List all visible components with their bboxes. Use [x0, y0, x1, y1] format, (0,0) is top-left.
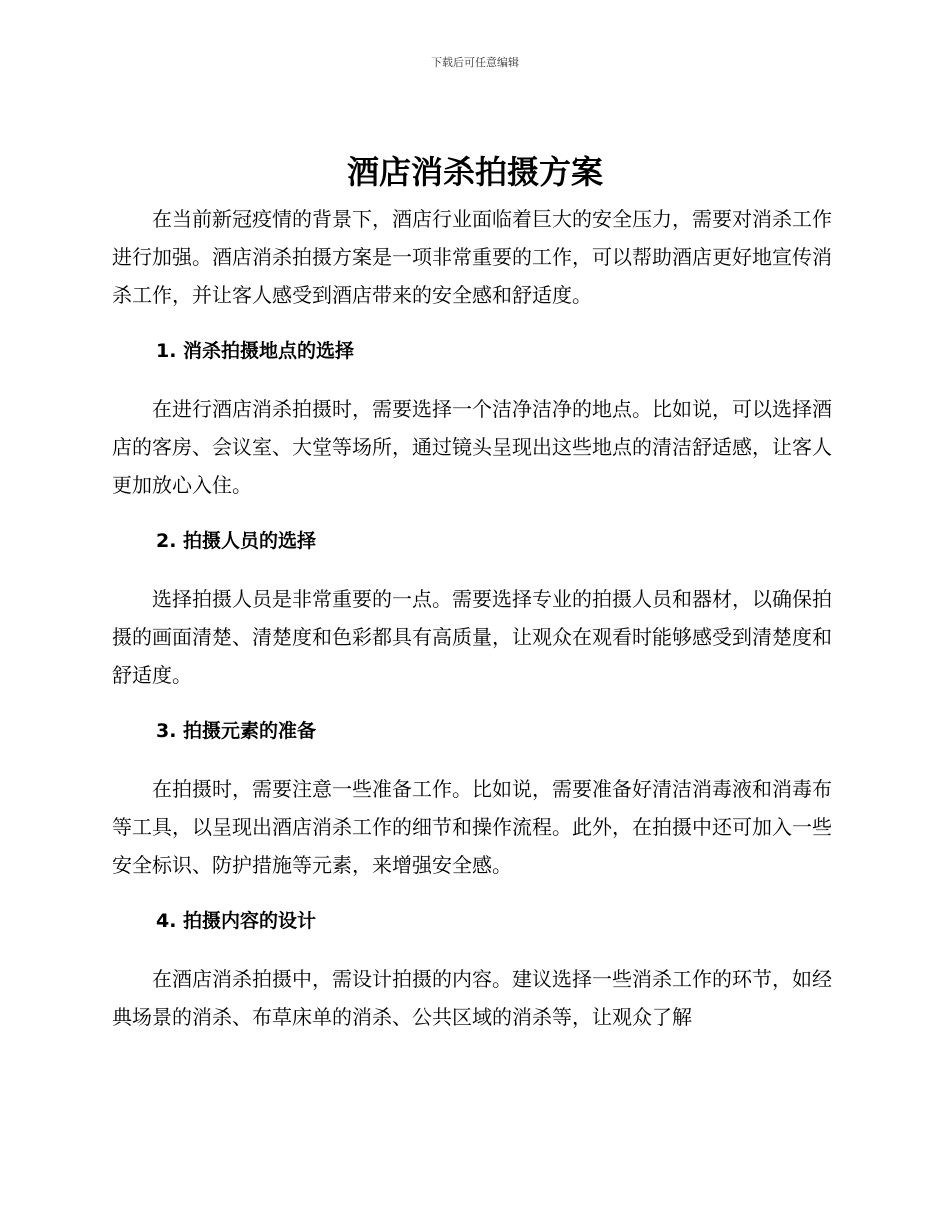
section-heading-1: 1. 消杀拍摄地点的选择 [156, 340, 355, 362]
section-paragraph-3: 在拍摄时，需要注意一些准备工作。比如说，需要准备好清洁消毒液和消毒布等工具，以呈现出酒店消杀工作的细节和操作流程。此外，在拍摄中还可加入一些安全标识、防护措施等元素，来增强安全感。 [112, 777, 832, 877]
document-title: 酒店消杀拍摄方案 [346, 153, 603, 191]
section-heading-2: 2. 拍摄人员的选择 [156, 530, 317, 552]
section-paragraph-2: 选择拍摄人员是非常重要的一点。需要选择专业的拍摄人员和器材，以确保拍摄的画面清楚、清楚度和色彩都具有高质量，让观众在观看时能够感受到清楚度和舒适度。 [112, 587, 832, 687]
section-paragraph-4: 在酒店消杀拍摄中，需设计拍摄的内容。建议选择一些消杀工作的环节，如经典场景的消杀、布草床单的消杀、公共区域的消杀等，让观众了解 [112, 967, 832, 1029]
section-paragraph-1: 在进行酒店消杀拍摄时，需要选择一个洁净洁净的地点。比如说，可以选择酒店的客房、会议室、大堂等场所，通过镜头呈现出这些地点的清洁舒适感，让客人更加放心入住。 [112, 397, 832, 497]
intro-paragraph: 在当前新冠疫情的背景下，酒店行业面临着巨大的安全压力，需要对消杀工作进行加强。酒店消杀拍摄方案是一项非常重要的工作，可以帮助酒店更好地宣传消杀工作，并让客人感受到酒店带来的安全感和舒适度。 [112, 207, 832, 307]
section-heading-3: 3. 拍摄元素的准备 [156, 720, 317, 742]
section-heading-4: 4. 拍摄内容的设计 [156, 910, 317, 932]
document-body [112, 200, 832, 1036]
header-note: 下载后可任意编辑 [431, 56, 519, 69]
